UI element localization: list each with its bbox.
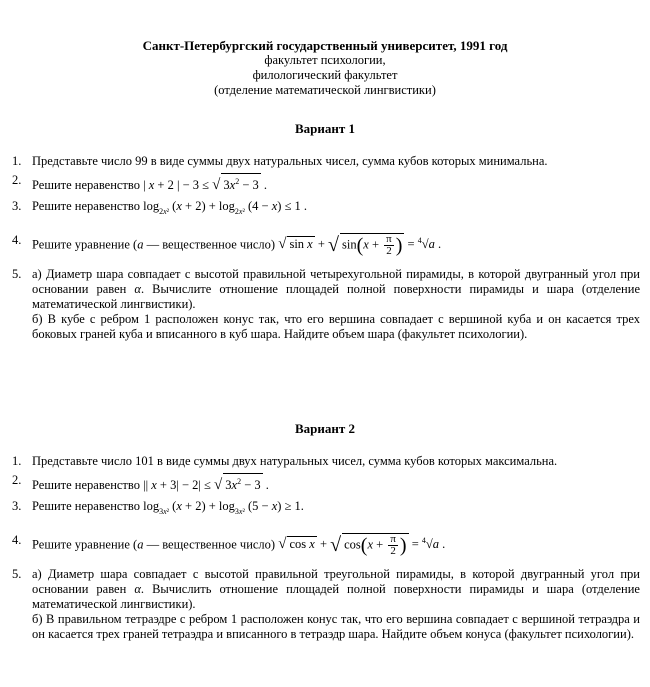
problem-4: 4. Решите уравнение (a — вещественное число) √ cos x + √ cos(x + $\frac{\pi}{2}$ ) = $^4$√a . (12, 533, 446, 557)
header-line-psychology: факультет психологии, (264, 53, 386, 67)
problem-1: 1. Представьте число 99 в виде суммы двух натуральных чисел, сумма кубов которых минимальна. (12, 154, 548, 168)
problem-5: 5. а) Диаметр шара совпадает с высотой правильной треугольной пирамиды, в которой двугранный угол при основании равен α. Вычислить отношение площадей полной поверхности пирамиды и шара (отделение математической лингвистики). б) В правильном тетраэдре с ребром 1 расположен конус так, что его вершина совпадает с вершиной тетраэдра и он касается трех граней тетраэдра и вписанного в тетраэдр шара. Найдите объем конуса (факультет психологии). (12, 567, 640, 641)
problem-2: 2. Решите неравенство || x + 3| − 2| ≤ √ $3x^2 - 3$ . (12, 473, 269, 493)
variant-2-problems (12, 454, 640, 646)
document-header (0, 38, 650, 98)
header-line-philology: филологический факультет (252, 68, 398, 82)
institution-title: Санкт-Петербургский государственный университет, 1991 год (142, 38, 508, 53)
variant-1-title: Вариант 1 (294, 121, 356, 136)
variant-2-title: Вариант 2 (294, 421, 356, 436)
header-line-linguistics: (отделение математической лингвистики) (214, 83, 436, 97)
problem-2: 2. Решите неравенство | x + 2 | − 3 ≤ √ $3x^2 - 3$ . (12, 173, 267, 193)
problem-4: 4. Решите уравнение (a — вещественное число) √ sin x + √ sin(x + $\frac{\pi}{2}$ ) = $^4$√a . (12, 233, 442, 257)
problem-3: 3. Решите неравенство $\log_{3x^2} (x + 2) + \log_{3x^2} (5 - x) \ge 1$. (12, 499, 304, 516)
variant-1-problems (12, 154, 640, 346)
problem-5: 5. а) Диаметр шара совпадает с высотой правильной четырехугольной пирамиды, в которой двугранный угол при основании равен α. Вычислите отношение площадей полной поверхности пирамиды и шара (отделение математической лингвистики). б) В кубе с ребром 1 расположен конус так, что его вершина совпадает с вершиной куба и он касается трех боковых граней куба и вписанного в куб шара. Найдите объем шара (факультет психологии). (12, 267, 640, 341)
problem-3: 3. Решите неравенство $\log_{2x^2} (x + 2) + \log_{2x^2} (4 - x) \le 1$ . (12, 199, 308, 216)
problem-1: 1. Представьте число 101 в виде суммы двух натуральных чисел, сумма кубов которых максимальна. (12, 454, 558, 468)
